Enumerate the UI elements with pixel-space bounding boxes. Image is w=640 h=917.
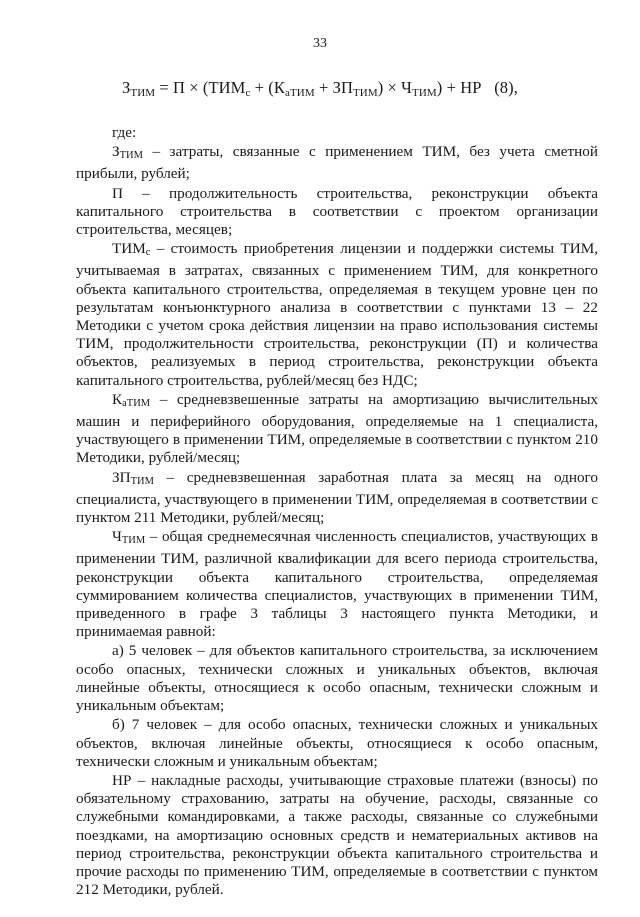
formula-term-5: ) + НР — [436, 78, 482, 97]
definition-nr: НР – накладные расходы, учитывающие страховые платежи (взносы) по обязательному страхованию, затраты на обучение, расходы, связанные со служебными командировками, а также расходы, связанные со служебными поездками, на амортизацию основных средств и нематериальных активов на период строительства, реконструкции объекта капитального строительства и прочие расходы по применению ТИМ, определяемые в соответствии с пунктом 212 Методики, рублей. — [76, 771, 598, 899]
formula-sub-tim1: ТИМ — [352, 87, 378, 99]
formula-lhs: $З_{ТИМ}$ — [122, 78, 156, 99]
formula-sub-atim: аТИМ — [285, 87, 315, 99]
definitions-body — [76, 114, 598, 899]
definition-k-atim: $К_{аТИМ}$ – средневзвешенные затраты на амортизацию вычислительных машин и периферийного оборудования, определяемые на 1 специалиста, участвующего в применении ТИМ, определяемые в соответствии с пунктом 210 Методики, рублей/месяц; — [76, 390, 598, 467]
where-label: где: — [112, 124, 137, 141]
formula-term-3: + ЗП — [314, 78, 353, 97]
list-item-b: б) 7 человек – для особо опасных, технически сложных и уникальных объектов, включая линейные объекты, относящиеся к особо опасным, технически сложным и уникальным объектам; — [76, 716, 598, 770]
definition-ch-tim: $Ч_{ТИМ}$ – общая среднемесячная численность специалистов, участвующих в применении ТИМ, различной квалификации для всего периода строительства, реконструкции объекта капитального строительства, определяемая суммированием количества специалистов, участвующих в применении ТИМ, приведенного в графе 3 таблицы 3 настоящего пункта Методики, и принимаемая равной: — [76, 528, 598, 641]
definition-tim-c: $ТИМ_с$ – стоимость приобретения лицензии и поддержки системы ТИМ, учитываемая в затратах, связанных с применением ТИМ, для конкретного объекта капитального строительства, определяемая в текущем уровне цен по результатам конъюнктурного анализа в соответствии с пунктами 13 – 22 Методики с учетом срока действия лицензии на право использования системы ТИМ, продолжительности строительства, реконструкции (П) и количества объектов, реализуемых в период строительства, реконструкции объекта капитального строительства, рублей/месяц без НДС; — [76, 240, 598, 389]
formula-sub-tim2: ТИМ — [412, 87, 437, 99]
list-item-a: а) 5 человек – для объектов капитального строительства, за исключением особо опасных, технически сложных и уникальных объектов, включая линейные объекты, относящиеся к особо опасным, технически сложным и уникальным объектам; — [76, 642, 598, 715]
definition-zp-tim: $ЗП_{ТИМ}$ – средневзвешенная заработная плата за месяц на одного специалиста, участвующего в применении ТИМ, определяемая в соответствии с пунктом 211 Методики, рублей/месяц; — [76, 468, 598, 527]
formula-term-4: ) × Ч — [377, 78, 413, 97]
definition-z-tim: $З_{ТИМ}$ – затраты, связанные с применением ТИМ, без учета сметной прибыли, рублей; — [76, 143, 598, 183]
definition-p: П – продолжительность строительства, реконструкции объекта капитального строительства в соответствии с проектом организации строительства, месяцев; — [76, 184, 598, 239]
formula-number: (8), — [494, 78, 518, 97]
formula-term-2: + (К — [250, 78, 285, 97]
cost-formula — [0, 78, 640, 99]
page-number: 33 — [313, 36, 327, 51]
formula-term-1: = П × (ТИМ — [155, 78, 246, 97]
formula-sub-c: с — [245, 87, 251, 99]
